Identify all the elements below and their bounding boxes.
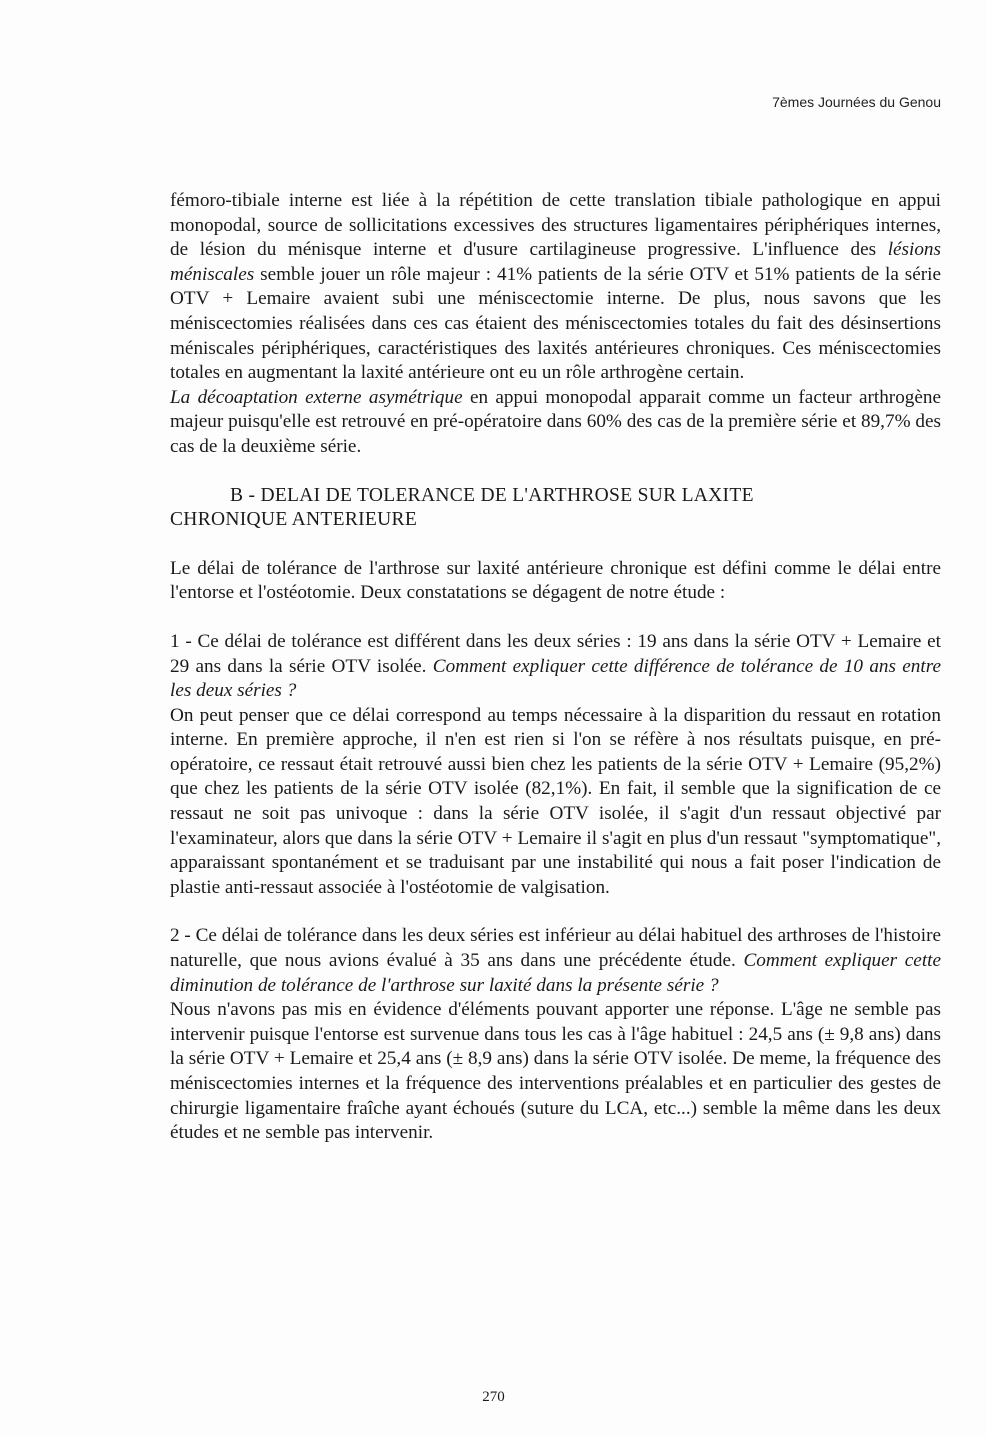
italic-question: Comment expliquer cette diminution de tolérance de l'arthrose sur laxité dans la présente série ? xyxy=(170,950,941,996)
paragraph-arthrosis-factors xyxy=(170,189,941,386)
body-text xyxy=(170,189,941,1146)
page-number: 270 xyxy=(482,1389,505,1405)
text-span: en appui monopodal apparait comme un facteur arthrogène majeur puisqu'elle est retrouvé en pré-opératoire dans 60% des cas de la première série et 89,7% des cas de la deuxième série. xyxy=(170,386,942,457)
running-header: 7èmes Journées du Genou xyxy=(772,94,941,110)
paragraph-point-2 xyxy=(170,924,941,998)
section-heading-line: CHRONIQUE ANTERIEURE xyxy=(170,509,418,531)
text-span: 2 - Ce délai de tolérance dans les deux séries est inférieur au délai habituel des arthroses de l'histoire naturelle, que nous avions évalué à 35 ans dans une précédente étude. xyxy=(170,925,941,972)
paragraph-decoaptation xyxy=(170,386,941,460)
text-span: fémoro-tibiale interne est liée à la répétition de cette translation tibiale pathologique en appui monopodal, source de sollicitations excessives des structures ligamentaires périphériques internes, de lésion du ménisque interne et d'usure cartilagineuse progressive. L'influence des xyxy=(170,190,941,261)
paragraph-definition: Le délai de tolérance de l'arthrose sur laxité antérieure chronique est défini comme le délai entre l'entorse et l'ostéotomie. Deux constatations se dégagent de notre étude : xyxy=(170,557,941,604)
paragraph-conclusion: Nous n'avons pas mis en évidence d'éléments pouvant apporter une réponse. L'âge ne semble pas intervenir puisque l'entorse est survenue dans tous les cas à l'âge habituel : 24,5 ans (± 9,8 ans) dans la série OTV + Lemaire et 25,4 ans (± 8,9 ans) dans la série OTV isolée. De meme, la fréquence des méniscectomies internes et la fréquence des interventions préalables et en particulier des gestes de chirurgie ligamentaire fraîche ayant échoués (suture du LCA, etc...) semble la même dans les deux études et ne semble pas intervenir. xyxy=(170,999,941,1144)
text-span: semble jouer un rôle majeur : 41% patients de la série OTV et 51% patients de la série OTV + Lemaire avaient subi une méniscectomie interne. De plus, nous savons que les méniscectomies réalisées dans ces cas étaient des méniscectomies totales du fait des désinsertions méniscales périphériques, caractéristiques des laxités antérieures chroniques. Ces méniscectomies totales en augmentant la laxité antérieure ont eu un rôle arthrogène certain. xyxy=(170,263,941,384)
italic-question: Comment expliquer cette différence de tolérance de 10 ans entre les deux séries ? xyxy=(170,655,941,702)
paragraph-ressaut: On peut penser que ce délai correspond au temps nécessaire à la disparition du ressaut en rotation interne. En première approche, il n'en est rien si l'on se réfère à nos résultats puisque, en pré-opératoire, ce ressaut était retrouvé aussi bien chez les patients de la série OTV + Lemaire (95,2%) que chez les patients de la série OTV isolée (82,1%). En fait, il semble que la signification de ce ressaut ne soit pas univoque : dans la série OTV isolée, il s'agit d'un ressaut objectivé par l'examinateur, alors que dans la série OTV + Lemaire il s'agit en plus d'un ressaut "symptomatique", apparaissant spontanément et se traduisant par une instabilité qui nous a fait poser l'indication de plastie anti-ressaut associée à l'ostéotomie de valgisation. xyxy=(170,704,941,898)
section-heading xyxy=(170,484,941,533)
italic-term: La décoaptation externe asymétrique xyxy=(170,386,463,408)
paragraph-point-1 xyxy=(170,630,941,704)
italic-term: lésions méniscales xyxy=(170,239,941,285)
text-span: 1 - Ce délai de tolérance est différent dans les deux séries : 19 ans dans la série OTV + Lemaire et 29 ans dans la série OTV isolée. xyxy=(170,630,941,677)
section-heading-line: B - DELAI DE TOLERANCE DE L'ARTHROSE SUR LAXITE xyxy=(230,484,754,506)
